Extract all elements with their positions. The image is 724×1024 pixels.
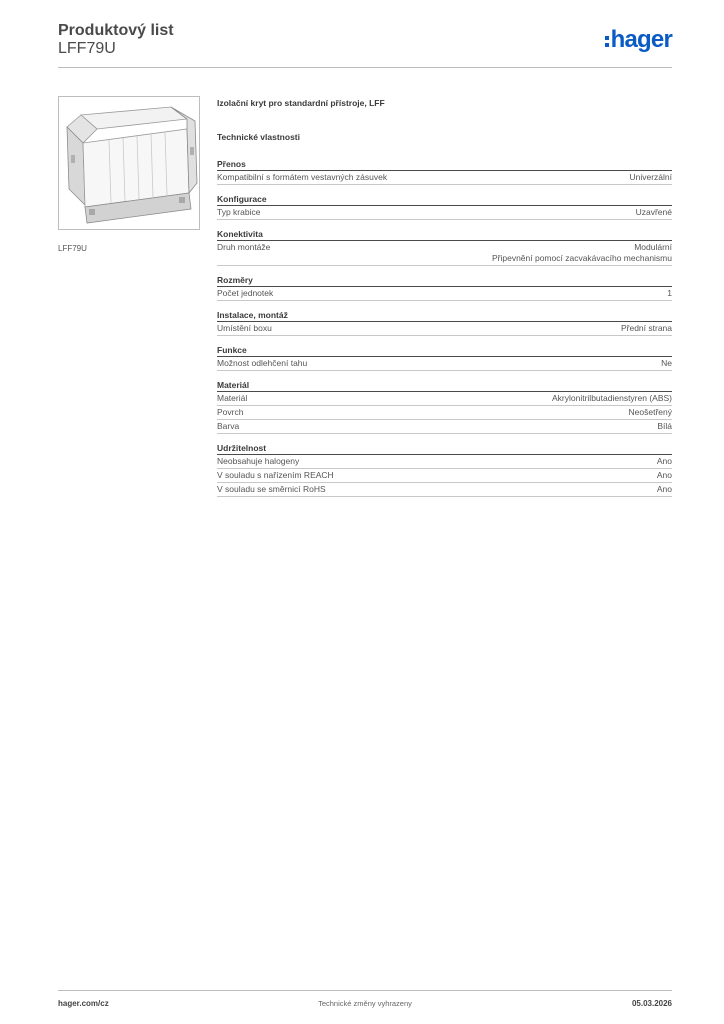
spec-value: Neošetřený <box>628 407 672 417</box>
spec-values <box>657 484 672 495</box>
spec-row <box>217 287 672 301</box>
spec-label: Možnost odlehčení tahu <box>217 358 308 368</box>
spec-section <box>217 274 672 301</box>
document-title: Produktový list <box>58 22 174 39</box>
spec-value: Bílá <box>657 421 672 431</box>
logo-text: hager <box>610 26 672 53</box>
section-title: Rozměry <box>217 274 672 287</box>
spec-section <box>217 379 672 434</box>
spec-values <box>629 172 672 183</box>
spec-label: Typ krabice <box>217 207 261 217</box>
spec-row <box>217 455 672 469</box>
spec-section <box>217 193 672 220</box>
spec-section <box>217 442 672 497</box>
spec-label: Povrch <box>217 407 244 417</box>
spec-value: Ne <box>661 358 672 368</box>
section-title: Funkce <box>217 344 672 357</box>
spec-values <box>657 470 672 481</box>
spec-value: Ano <box>656 484 672 494</box>
spec-section <box>217 158 672 185</box>
spec-value: Uzavřené <box>635 207 672 217</box>
spec-values <box>667 288 672 299</box>
spec-value: Modulární <box>634 242 672 252</box>
spec-row <box>217 483 672 497</box>
spec-value: Univerzální <box>629 172 672 182</box>
spec-label: Materiál <box>217 393 248 403</box>
product-name: Izolační kryt pro standardní přístroje, LFF <box>217 98 385 108</box>
spec-label: Barva <box>217 421 240 431</box>
section-title: Přenos <box>217 158 672 171</box>
logo-dots-icon <box>605 36 609 47</box>
spec-section <box>217 309 672 336</box>
insulation-cover-illustration <box>59 97 199 229</box>
spec-values <box>657 456 672 467</box>
spec-row <box>217 392 672 406</box>
spec-row <box>217 357 672 371</box>
spec-label: Druh montáže <box>217 242 271 252</box>
spec-values <box>492 242 672 264</box>
section-title: Konfigurace <box>217 193 672 206</box>
footer-website[interactable]: hager.com/cz <box>58 999 109 1008</box>
section-title: Udržitelnost <box>217 442 672 455</box>
footer-date: 05.03.2026 <box>631 999 672 1008</box>
image-caption: LFF79U <box>58 244 87 253</box>
spec-section <box>217 228 672 266</box>
hager-logo <box>605 26 672 54</box>
spec-value: Ano <box>656 456 672 466</box>
spec-value: 1 <box>667 288 672 298</box>
spec-values <box>657 421 672 432</box>
spec-value: Přední strana <box>620 323 672 333</box>
page-header <box>58 20 672 68</box>
spec-row <box>217 171 672 185</box>
spec-section <box>217 344 672 371</box>
section-title: Instalace, montáž <box>217 309 672 322</box>
product-code: LFF79U <box>58 40 116 57</box>
spec-label: V souladu se směrnicí RoHS <box>217 484 326 494</box>
spec-values <box>661 358 672 369</box>
spec-label: Neobsahuje halogeny <box>217 456 300 466</box>
section-title: Materiál <box>217 379 672 392</box>
product-details <box>217 96 672 497</box>
spec-values <box>629 407 672 418</box>
spec-value: Připevnění pomocí zacvakávacího mechanismu <box>491 253 672 263</box>
spec-values <box>621 323 672 334</box>
spec-values <box>636 207 672 218</box>
spec-row <box>217 469 672 483</box>
spec-row <box>217 420 672 434</box>
spec-row <box>217 406 672 420</box>
spec-values <box>552 393 672 404</box>
spec-value: Ano <box>656 470 672 480</box>
section-title: Konektivita <box>217 228 672 241</box>
spec-row <box>217 322 672 336</box>
spec-sections <box>217 158 672 497</box>
footer-notice: Technické změny vyhrazeny <box>318 999 412 1008</box>
spec-value: Akrylonitrilbutadienstyren (ABS) <box>552 393 672 403</box>
spec-label: Kompatibilní s formátem vestavných zásuvek <box>217 172 388 182</box>
technical-properties-title: Technické vlastnosti <box>217 132 300 142</box>
spec-label: Počet jednotek <box>217 288 274 298</box>
spec-label: V souladu s nařízením REACH <box>217 470 334 480</box>
spec-row <box>217 206 672 220</box>
spec-row <box>217 241 672 266</box>
page-footer <box>58 990 672 1014</box>
spec-label: Umístění boxu <box>217 323 272 333</box>
product-image <box>58 96 200 230</box>
